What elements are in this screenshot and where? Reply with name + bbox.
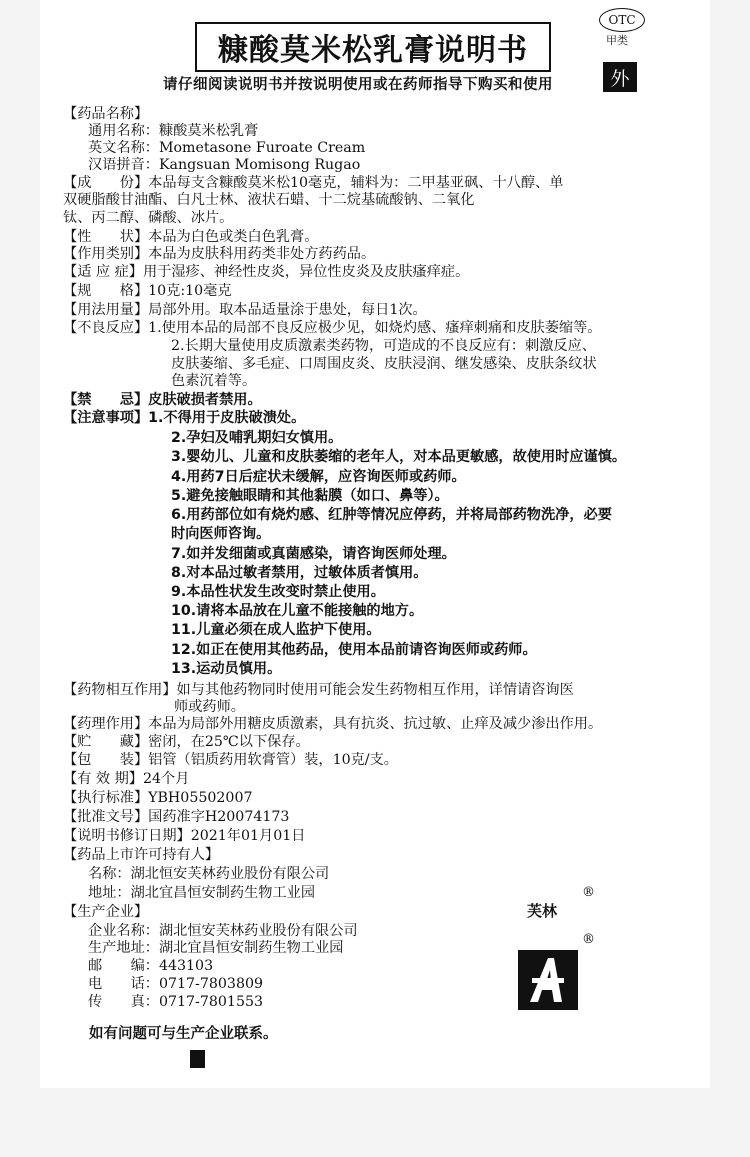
text-line: 双硬脂酸甘油酯、白凡士林、液状石蜡、十二烷基硫酸钠、二氧化	[63, 192, 475, 208]
text-line: 【生产企业】	[63, 904, 149, 920]
text-line: 传 真：0717-7801553	[88, 994, 264, 1010]
text-line: 6.用药部位如有烧灼感、红肿等情况应停药，并将局部药物洗净，必要	[171, 507, 612, 523]
external-use-badge: 外	[603, 62, 637, 92]
text-line: 【禁 忌】皮肤破损者禁用。	[63, 392, 262, 408]
text-line: 【作用类别】本品为皮肤科用药类非处方药药品。	[63, 246, 376, 262]
text-line: 邮 编：443103	[88, 958, 214, 974]
contact-note: 如有问题可与生产企业联系。	[89, 1026, 278, 1042]
registered-mark-icon: ®	[582, 932, 595, 947]
text-line: 4.用药7日后症状未缓解，应咨询医师或药师。	[171, 469, 466, 485]
text-line: 通用名称：糠酸莫米松乳膏	[88, 123, 259, 139]
text-line: 8.对本品过敏者禁用，过敏体质者慎用。	[171, 565, 428, 581]
text-line: 【不良反应】1.使用本品的局部不良反应极少见，如烧灼感、瘙痒刺痛和皮肤萎缩等。	[63, 320, 602, 336]
text-line: 3.婴幼儿、儿童和皮肤萎缩的老年人，对本品更敏感，故使用时应谨慎。	[171, 449, 627, 465]
brand-name: 芙林	[527, 902, 558, 920]
text-line: 【用法用量】局部外用。取本品适量涂于患处，每日1次。	[63, 302, 427, 318]
text-line: 【包 装】铝管（铝质药用软膏管）装，10克/支。	[63, 752, 398, 768]
text-line: 【批准文号】国药准字H20074173	[63, 809, 290, 825]
registered-mark-icon: ®	[582, 885, 595, 900]
text-line: 13.运动员慎用。	[171, 661, 282, 677]
text-line: 【说明书修订日期】2021年01月01日	[63, 828, 306, 844]
text-line: 企业名称：湖北恒安芙林药业股份有限公司	[88, 923, 358, 939]
text-line: 9.本品性状发生改变时禁止使用。	[171, 584, 385, 600]
text-line: 【执行标准】YBH05502007	[63, 790, 253, 806]
text-line: 【药品上市许可持有人】	[63, 847, 220, 863]
text-line: 英文名称：Mometasone Furoate Cream	[88, 140, 366, 156]
text-line: 【成 份】本品每支含糠酸莫米松10毫克，辅料为：二甲基亚砜、十八醇、单	[63, 175, 564, 191]
text-line: 汉语拼音：Kangsuan Momisong Rugao	[88, 157, 361, 173]
text-line: 【注意事项】1.不得用于皮肤破溃处。	[63, 410, 306, 426]
instruction-subtitle: 请仔细阅读说明书并按说明使用或在药师指导下购买和使用	[163, 77, 553, 93]
otc-badge: OTC	[599, 8, 645, 32]
text-line: 师或药师。	[174, 699, 245, 715]
text-line: 7.如并发细菌或真菌感染，请咨询医师处理。	[171, 546, 456, 562]
text-line: 生产地址：湖北宜昌恒安制药生物工业园	[88, 940, 344, 956]
text-line: 【药物相互作用】如与其他药物同时使用可能会发生药物相互作用，详情请咨询医	[63, 682, 574, 698]
text-line: 【药理作用】本品为局部外用糖皮质激素，具有抗炎、抗过敏、止痒及减少渗出作用。	[63, 716, 603, 732]
text-line: 【适 应 症】用于湿疹、神经性皮炎，异位性皮炎及皮肤瘙痒症。	[63, 264, 470, 280]
text-line: 10.请将本品放在儿童不能接触的地方。	[171, 603, 424, 619]
text-line: 钛、丙二醇、磷酸、冰片。	[63, 210, 234, 226]
text-line: 时向医师咨询。	[171, 526, 271, 542]
text-line: 【有 效 期】24个月	[63, 771, 190, 787]
text-line: 色素沉着等。	[171, 373, 257, 389]
text-line: 皮肤萎缩、多毛症、口周围皮炎、皮肤浸润、继发感染、皮肤条纹状	[171, 356, 597, 372]
text-line: 【规 格】10克:10毫克	[63, 283, 232, 299]
text-line: 地址：湖北宜昌恒安制药生物工业园	[88, 885, 316, 901]
company-logo-icon	[518, 950, 578, 1010]
text-line: 11.儿童必须在成人监护下使用。	[171, 622, 381, 638]
text-line: 电 话：0717-7803809	[88, 976, 264, 992]
text-line: 2.长期大量使用皮质激素类药物，可造成的不良反应有：刺激反应、	[171, 338, 596, 354]
text-line: 【药品名称】	[63, 106, 149, 122]
text-line: 【贮 藏】密闭，在25℃以下保存。	[63, 734, 310, 750]
text-line: 2.孕妇及哺乳期妇女慎用。	[171, 430, 343, 446]
document-title: 糠酸莫米松乳膏说明书	[195, 22, 551, 72]
text-line: 名称：湖北恒安芙林药业股份有限公司	[88, 866, 330, 882]
black-block-mark	[190, 1050, 205, 1068]
text-line: 12.如正在使用其他药品，使用本品前请咨询医师或药师。	[171, 642, 537, 658]
text-line: 【性 状】本品为白色或类白色乳膏。	[63, 229, 319, 245]
text-line: 5.避免接触眼睛和其他黏膜（如口、鼻等）。	[171, 488, 449, 504]
otc-class-label: 甲类	[606, 34, 628, 47]
